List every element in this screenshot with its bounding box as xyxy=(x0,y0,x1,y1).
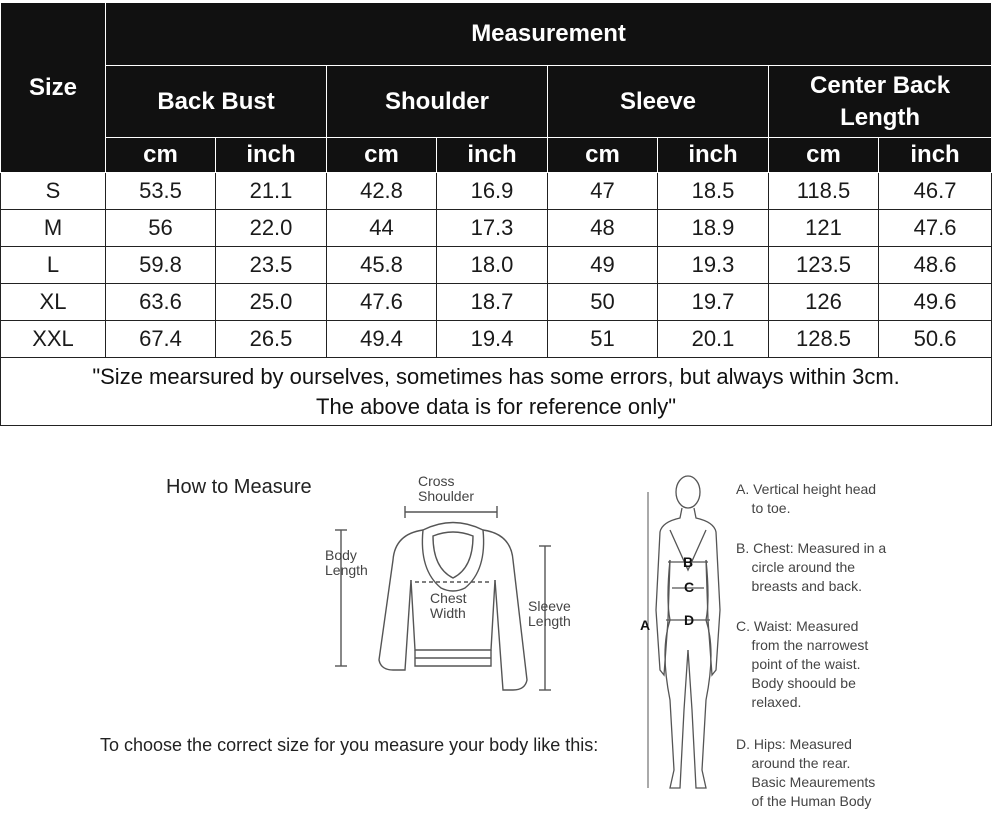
unit-cm: cm xyxy=(106,138,216,173)
value-cell: 49.6 xyxy=(879,284,992,321)
value-cell: 56 xyxy=(106,210,216,247)
unit-cm: cm xyxy=(548,138,658,173)
value-cell: 46.7 xyxy=(879,173,992,210)
value-cell: 49.4 xyxy=(327,321,437,358)
unit-inch: inch xyxy=(437,138,548,173)
value-cell: 67.4 xyxy=(106,321,216,358)
table-row xyxy=(1,173,992,210)
garment-diagram xyxy=(315,470,615,700)
unit-inch: inch xyxy=(658,138,769,173)
note-line-2: The above data is for reference only" xyxy=(316,393,677,419)
value-cell: 19.3 xyxy=(658,247,769,284)
value-cell: 18.5 xyxy=(658,173,769,210)
group-shoulder: Shoulder xyxy=(327,66,548,138)
table-row xyxy=(1,321,992,358)
size-cell: XL xyxy=(1,284,106,321)
unit-inch: inch xyxy=(216,138,327,173)
unit-cm: cm xyxy=(327,138,437,173)
unit-inch: inch xyxy=(879,138,992,173)
value-cell: 22.0 xyxy=(216,210,327,247)
size-rows xyxy=(1,173,992,358)
note-a-height: A. Vertical height head to toe. xyxy=(736,481,877,516)
value-cell: 19.4 xyxy=(437,321,548,358)
value-cell: 118.5 xyxy=(769,173,879,210)
note-line-1: "Size mearsured by ourselves, sometimes has some errors, but always within 3cm. xyxy=(92,363,900,389)
value-cell: 17.3 xyxy=(437,210,548,247)
value-cell: 50.6 xyxy=(879,321,992,358)
letter-c: C xyxy=(684,579,695,595)
value-cell: 18.7 xyxy=(437,284,548,321)
value-cell: 42.8 xyxy=(327,173,437,210)
value-cell: 51 xyxy=(548,321,658,358)
group-back-bust: Back Bust xyxy=(106,66,327,138)
size-header: Size xyxy=(1,3,106,173)
choose-size-instruction: To choose the correct size for you measure your body like this: xyxy=(100,735,599,755)
value-cell: 19.7 xyxy=(658,284,769,321)
measurement-header: Measurement xyxy=(106,3,992,66)
body-length-label: Body Length xyxy=(325,547,368,578)
value-cell: 47.6 xyxy=(327,284,437,321)
value-cell: 18.0 xyxy=(437,247,548,284)
size-chart-table xyxy=(0,2,992,426)
reference-note xyxy=(1,358,992,426)
size-cell: L xyxy=(1,247,106,284)
value-cell: 47 xyxy=(548,173,658,210)
value-cell: 126 xyxy=(769,284,879,321)
table-row xyxy=(1,284,992,321)
cross-shoulder-label: Cross Shoulder xyxy=(418,473,475,504)
table-row xyxy=(1,210,992,247)
value-cell: 128.5 xyxy=(769,321,879,358)
value-cell: 21.1 xyxy=(216,173,327,210)
note-d-hips: D. Hips: Measured around the rear. Basic Meaurements of the Human Body xyxy=(736,736,876,809)
value-cell: 63.6 xyxy=(106,284,216,321)
table-row xyxy=(1,247,992,284)
size-cell: S xyxy=(1,173,106,210)
note-c-waist: C. Waist: Measured from the narrowest point of the waist. Body shoould be relaxed. xyxy=(736,618,869,710)
how-to-measure-title: How to Measure xyxy=(166,476,312,498)
value-cell: 123.5 xyxy=(769,247,879,284)
size-cell: XXL xyxy=(1,321,106,358)
value-cell: 16.9 xyxy=(437,173,548,210)
value-cell: 49 xyxy=(548,247,658,284)
sleeve-length-label: Sleeve Length xyxy=(528,598,571,629)
body-figure-diagram xyxy=(630,470,740,805)
value-cell: 23.5 xyxy=(216,247,327,284)
group-center-back-length: Center Back Length xyxy=(769,66,992,138)
letter-b: B xyxy=(683,554,694,570)
value-cell: 59.8 xyxy=(106,247,216,284)
value-cell: 53.5 xyxy=(106,173,216,210)
value-cell: 50 xyxy=(548,284,658,321)
value-cell: 48.6 xyxy=(879,247,992,284)
value-cell: 25.0 xyxy=(216,284,327,321)
letter-a: A xyxy=(640,617,651,633)
chest-width-label: Chest Width xyxy=(430,590,467,621)
value-cell: 47.6 xyxy=(879,210,992,247)
value-cell: 48 xyxy=(548,210,658,247)
value-cell: 18.9 xyxy=(658,210,769,247)
unit-cm: cm xyxy=(769,138,879,173)
value-cell: 121 xyxy=(769,210,879,247)
letter-d: D xyxy=(684,612,695,628)
group-sleeve: Sleeve xyxy=(548,66,769,138)
value-cell: 20.1 xyxy=(658,321,769,358)
size-cell: M xyxy=(1,210,106,247)
value-cell: 26.5 xyxy=(216,321,327,358)
value-cell: 44 xyxy=(327,210,437,247)
value-cell: 45.8 xyxy=(327,247,437,284)
note-b-chest: B. Chest: Measured in a circle around the breasts and back. xyxy=(736,540,887,594)
